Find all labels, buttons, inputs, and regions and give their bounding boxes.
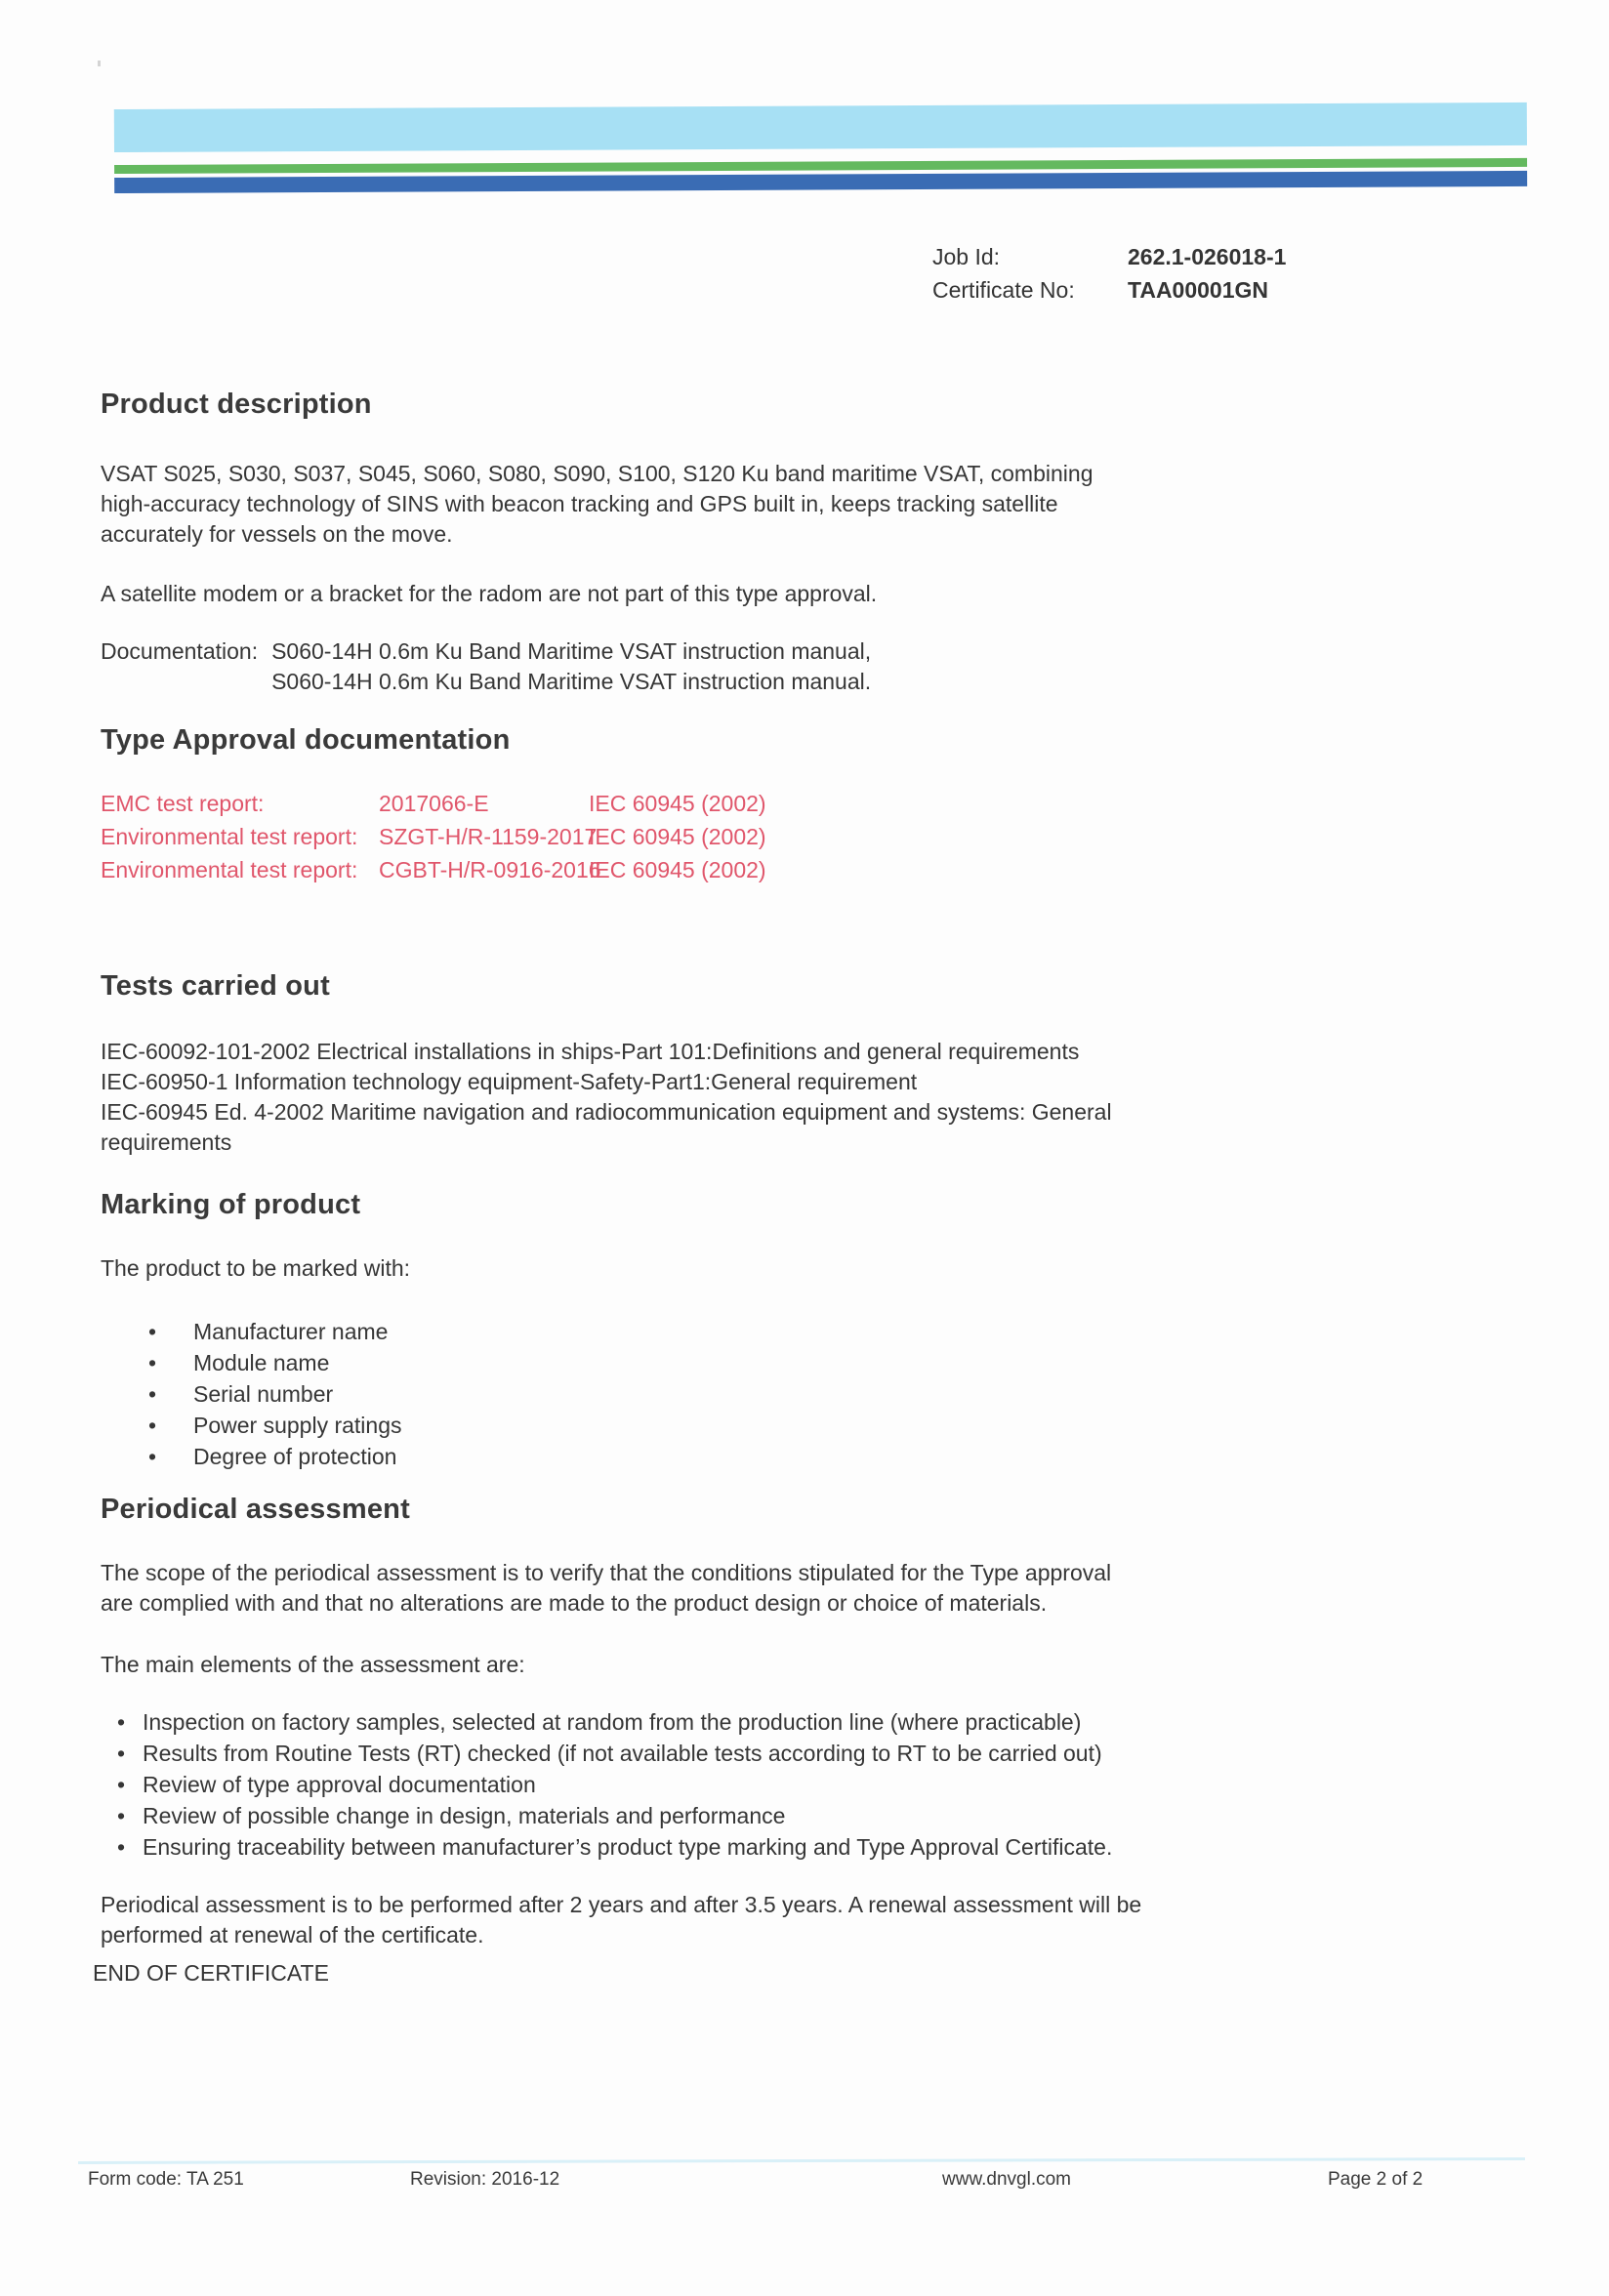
tests-carried-out-title: Tests carried out bbox=[101, 970, 330, 1002]
marking-of-product-title: Marking of product bbox=[101, 1189, 361, 1220]
list-item bbox=[148, 1347, 1525, 1378]
list-item bbox=[117, 1831, 1525, 1863]
section-periodical-assessment bbox=[101, 1492, 1525, 1950]
periodical-bullet-list bbox=[101, 1706, 1525, 1863]
text-line: VSAT S025, S030, S037, S045, S060, S080, S090, S100, S120 Ku band maritime VSAT, combining bbox=[101, 461, 1093, 486]
documentation-label: Documentation: bbox=[101, 638, 259, 664]
product-description-paragraph bbox=[101, 459, 1525, 550]
list-item-text: Power supply ratings bbox=[193, 1413, 402, 1438]
job-id-label: Job Id: bbox=[932, 244, 1001, 269]
list-item-text: Serial number bbox=[193, 1381, 334, 1407]
footer-form-code: Form code: TA 251 bbox=[88, 2169, 244, 2190]
stripe-light-blue bbox=[114, 102, 1527, 152]
report-label: Environmental test report: bbox=[101, 824, 358, 849]
scan-artifact bbox=[98, 61, 101, 66]
job-id-block bbox=[932, 240, 1286, 307]
list-item bbox=[117, 1706, 1525, 1738]
section-product-description bbox=[101, 387, 1525, 697]
section-tests-carried-out bbox=[101, 968, 1525, 1158]
job-id-row bbox=[932, 240, 1286, 273]
bullet-icon: • bbox=[117, 1709, 126, 1735]
product-description-title: Product description bbox=[101, 389, 372, 420]
list-item-text: Degree of protection bbox=[193, 1444, 397, 1469]
report-standard: IEC 60945 (2002) bbox=[589, 791, 766, 816]
bullet-icon: • bbox=[117, 1834, 126, 1860]
certificate-no-label: Certificate No: bbox=[932, 277, 1075, 303]
list-item-text: Manufacturer name bbox=[193, 1319, 389, 1344]
text-line: Periodical assessment is to be performed after 2 years and after 3.5 years. A renewal assessment will be bbox=[101, 1892, 1142, 1917]
periodical-scope-paragraph bbox=[101, 1558, 1525, 1619]
type-approval-title: Type Approval documentation bbox=[101, 724, 511, 756]
periodical-assessment-title: Periodical assessment bbox=[101, 1494, 410, 1525]
bullet-icon: • bbox=[148, 1381, 157, 1407]
footer-revision: Revision: 2016-12 bbox=[410, 2169, 560, 2190]
text-line: IEC-60950-1 Information technology equipment-Safety-Part1:General requirement bbox=[101, 1069, 918, 1094]
report-label: Environmental test report: bbox=[101, 857, 358, 882]
report-number: SZGT-H/R-1159-2017 bbox=[379, 824, 598, 849]
job-id-value: 262.1-026018-1 bbox=[1128, 244, 1287, 269]
report-label: EMC test report: bbox=[101, 791, 265, 816]
list-item-text: Ensuring traceability between manufacturer’s product type marking and Type Approval Certificate. bbox=[143, 1834, 1113, 1860]
tests-paragraph bbox=[101, 1037, 1525, 1158]
report-number: CGBT-H/R-0916-2016 bbox=[379, 857, 601, 882]
report-standard: IEC 60945 (2002) bbox=[589, 857, 766, 882]
main-elements-intro: The main elements of the assessment are: bbox=[101, 1652, 525, 1677]
marking-intro: The product to be marked with: bbox=[101, 1255, 411, 1281]
footer-page-number: Page 2 of 2 bbox=[1328, 2169, 1423, 2190]
section-type-approval-documentation bbox=[101, 722, 1525, 886]
list-item-text: Module name bbox=[193, 1350, 330, 1375]
text-line: are complied with and that no alterations are made to the product design or choice of materials. bbox=[101, 1590, 1048, 1616]
certificate-no-value: TAA00001GN bbox=[1128, 277, 1269, 303]
list-item bbox=[117, 1800, 1525, 1831]
marking-bullet-list bbox=[101, 1316, 1525, 1472]
text-line: IEC-60092-101-2002 Electrical installations in ships-Part 101:Definitions and general requirements bbox=[101, 1039, 1080, 1064]
bullet-icon: • bbox=[148, 1319, 157, 1344]
bullet-icon: • bbox=[148, 1413, 157, 1438]
list-item-text: Review of possible change in design, materials and performance bbox=[143, 1803, 786, 1828]
report-number: 2017066-E bbox=[379, 791, 489, 816]
test-report-table bbox=[101, 787, 1525, 886]
text-line: IEC-60945 Ed. 4-2002 Maritime navigation and radiocommunication equipment and systems: General bbox=[101, 1099, 1112, 1125]
header-stripes bbox=[114, 102, 1527, 193]
list-item-text: Inspection on factory samples, selected at random from the production line (where practicable) bbox=[143, 1709, 1082, 1735]
certificate-no-row bbox=[932, 273, 1286, 307]
documentation-lines bbox=[271, 636, 871, 697]
text-line: A satellite modem or a bracket for the radom are not part of this type approval. bbox=[101, 581, 878, 606]
footer-website: www.dnvgl.com bbox=[942, 2169, 1071, 2190]
list-item bbox=[117, 1738, 1525, 1769]
bullet-icon: • bbox=[117, 1803, 126, 1828]
bullet-icon: • bbox=[117, 1741, 126, 1766]
end-of-certificate: END OF CERTIFICATE bbox=[93, 1960, 329, 1986]
list-item-text: Review of type approval documentation bbox=[143, 1772, 536, 1797]
modem-note-paragraph bbox=[101, 579, 1525, 609]
bullet-icon: • bbox=[148, 1350, 157, 1375]
section-marking-of-product bbox=[101, 1187, 1525, 1472]
list-item-text: Results from Routine Tests (RT) checked (if not available tests according to RT to be carried out) bbox=[143, 1741, 1102, 1766]
text-line: requirements bbox=[101, 1129, 232, 1155]
list-item bbox=[148, 1378, 1525, 1410]
text-line: S060-14H 0.6m Ku Band Maritime VSAT instruction manual, bbox=[271, 638, 872, 664]
documentation-paragraph bbox=[101, 636, 1525, 697]
periodical-closing-paragraph bbox=[101, 1890, 1525, 1950]
text-line: The scope of the periodical assessment is to verify that the conditions stipulated for the Type approval bbox=[101, 1560, 1112, 1585]
list-item bbox=[148, 1316, 1525, 1347]
footer-divider bbox=[78, 2157, 1525, 2164]
list-item bbox=[117, 1769, 1525, 1800]
list-item bbox=[148, 1441, 1525, 1472]
text-line: S060-14H 0.6m Ku Band Maritime VSAT instruction manual. bbox=[271, 669, 872, 694]
text-line: performed at renewal of the certificate. bbox=[101, 1922, 484, 1948]
bullet-icon: • bbox=[148, 1444, 157, 1469]
list-item bbox=[148, 1410, 1525, 1441]
bullet-icon: • bbox=[117, 1772, 126, 1797]
report-standard: IEC 60945 (2002) bbox=[589, 824, 766, 849]
text-line: accurately for vessels on the move. bbox=[101, 521, 453, 547]
text-line: high-accuracy technology of SINS with beacon tracking and GPS built in, keeps tracking satellite bbox=[101, 491, 1058, 516]
